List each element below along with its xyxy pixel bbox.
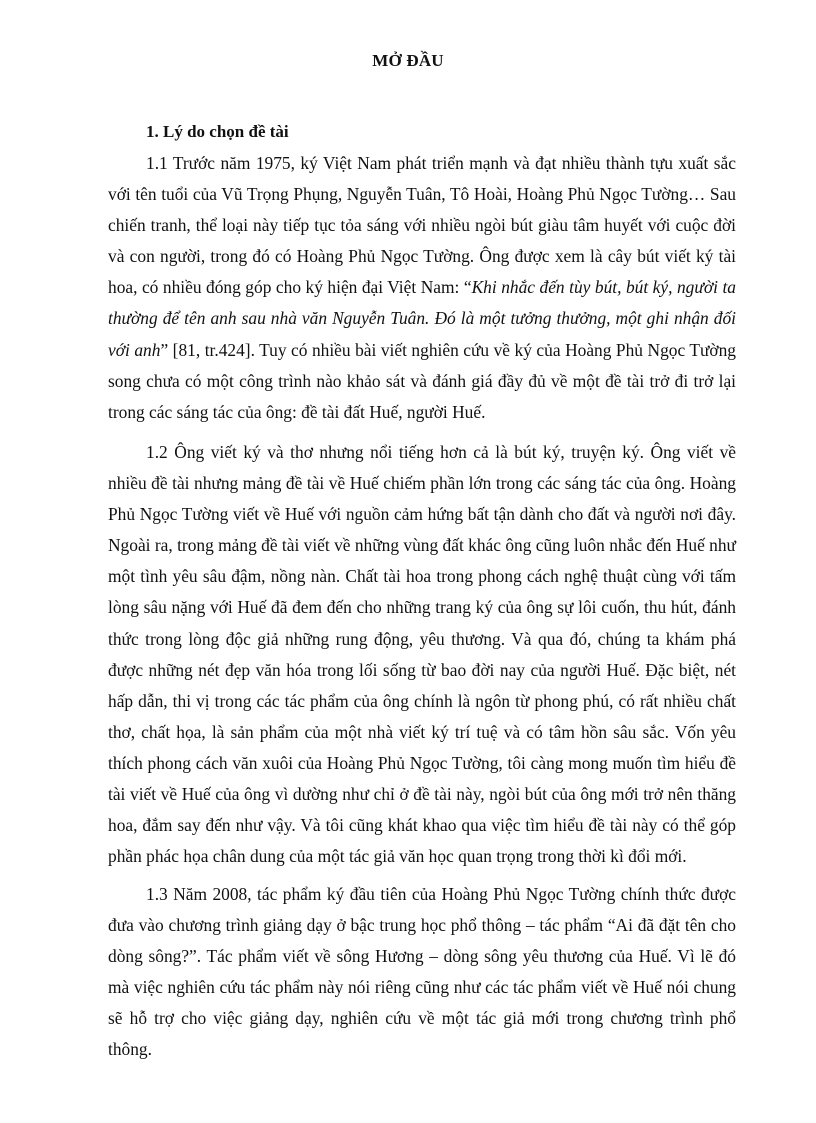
paragraph-1-1-tail: ” [81, tr.424]. Tuy có nhiều bài viết nghiên cứu về ký của Hoàng Phủ Ngọc Tường song chưa có một công trình nào khảo sát và đánh giá đầy đủ về một đề tài trở đi trở lại trong các sáng tác của ông: đề tài đất Huế, người Huế. bbox=[108, 339, 736, 422]
paragraph-1-2: 1.2 Ông viết ký và thơ nhưng nổi tiếng hơn cả là bút ký, truyện ký. Ông viết về nhiều đề tài nhưng mảng đề tài về Huế chiếm phần lớn trong các sáng tác của ông. Hoàng Phủ Ngọc Tường viết về Huế với nguồn cảm hứng bất tận dành cho đất và người nơi đây. Ngoài ra, trong mảng đề tài viết về những vùng đất khác ông cũng luôn nhắc đến Huế như một tình yêu sâu đậm, nồng nàn. Chất tài hoa trong phong cách nghệ thuật cùng với tấm lòng sâu nặng với Huế đã đem đến cho những trang ký của ông sự lôi cuốn, thu hút, đánh thức trong lòng độc giả những rung động, yêu thương. Và qua đó, chúng ta khám phá được những nét đẹp văn hóa trong lối sống từ bao đời nay của người Huế. Đặc biệt, nét hấp dẫn, thi vị trong các tác phẩm của ông chính là ngôn từ phong phú, có rất nhiều chất thơ, chất họa, là sản phẩm của một nhà viết ký trí tuệ và có tâm hồn sâu sắc. Vốn yêu thích phong cách văn xuôi của Hoàng Phủ Ngọc Tường, tôi càng mong muốn tìm hiểu đề tài viết về Huế của ông vì dường như chỉ ở đề tài này, ngòi bút của ông mới trở nên thăng hoa, đắm say đến như vậy. Và tôi cũng khát khao qua việc tìm hiểu đề tài này có thể góp phần phác họa chân dung của một tác giả văn học quan trọng trong thời kì đổi mới. bbox=[108, 442, 736, 867]
section-heading: 1. Lý do chọn đề tài bbox=[146, 122, 289, 141]
page-title: MỞ ĐẦU bbox=[372, 51, 444, 70]
paragraph-1-1 bbox=[108, 148, 736, 428]
paragraph-1-3: 1.3 Năm 2008, tác phẩm ký đầu tiên của Hoàng Phủ Ngọc Tường chính thức được đưa vào chương trình giảng dạy ở bậc trung học phổ thông – tác phẩm “Ai đã đặt tên cho dòng sông?”. Tác phẩm viết về sông Hương – dòng sông yêu thương của Huế. Vì lẽ đó mà việc nghiên cứu tác phẩm này nói riêng cũng như các tác phẩm viết về Huế nói chung sẽ hỗ trợ cho việc giảng dạy, nghiên cứu về một tác giả mới trong chương trình phổ thông. bbox=[108, 884, 736, 1060]
paragraph-1-1-lead: 1.1 Trước năm 1975, ký Việt Nam phát triển mạnh và đạt nhiều thành tựu xuất sắc với tên tuổi của Vũ Trọng Phụng, Nguyễn Tuân, Tô Hoài, Hoàng Phủ Ngọc Tường… Sau chiến tranh, thể loại này tiếp tục tỏa sáng với nhiều ngòi bút giàu tâm huyết với cuộc đời và con người, trong đó có Hoàng Phủ Ngọc Tường. Ông được xem là cây bút viết ký tài hoa, có nhiều đóng góp cho ký hiện đại Việt Nam: “ bbox=[108, 153, 736, 298]
paragraph-1-1-quote: Khi nhắc đến tùy bút, bút ký, người ta thường để tên anh sau nhà văn Nguyễn Tuân. Đó là một tưởng thưởng, một ghi nhận đối với anh bbox=[108, 277, 736, 360]
